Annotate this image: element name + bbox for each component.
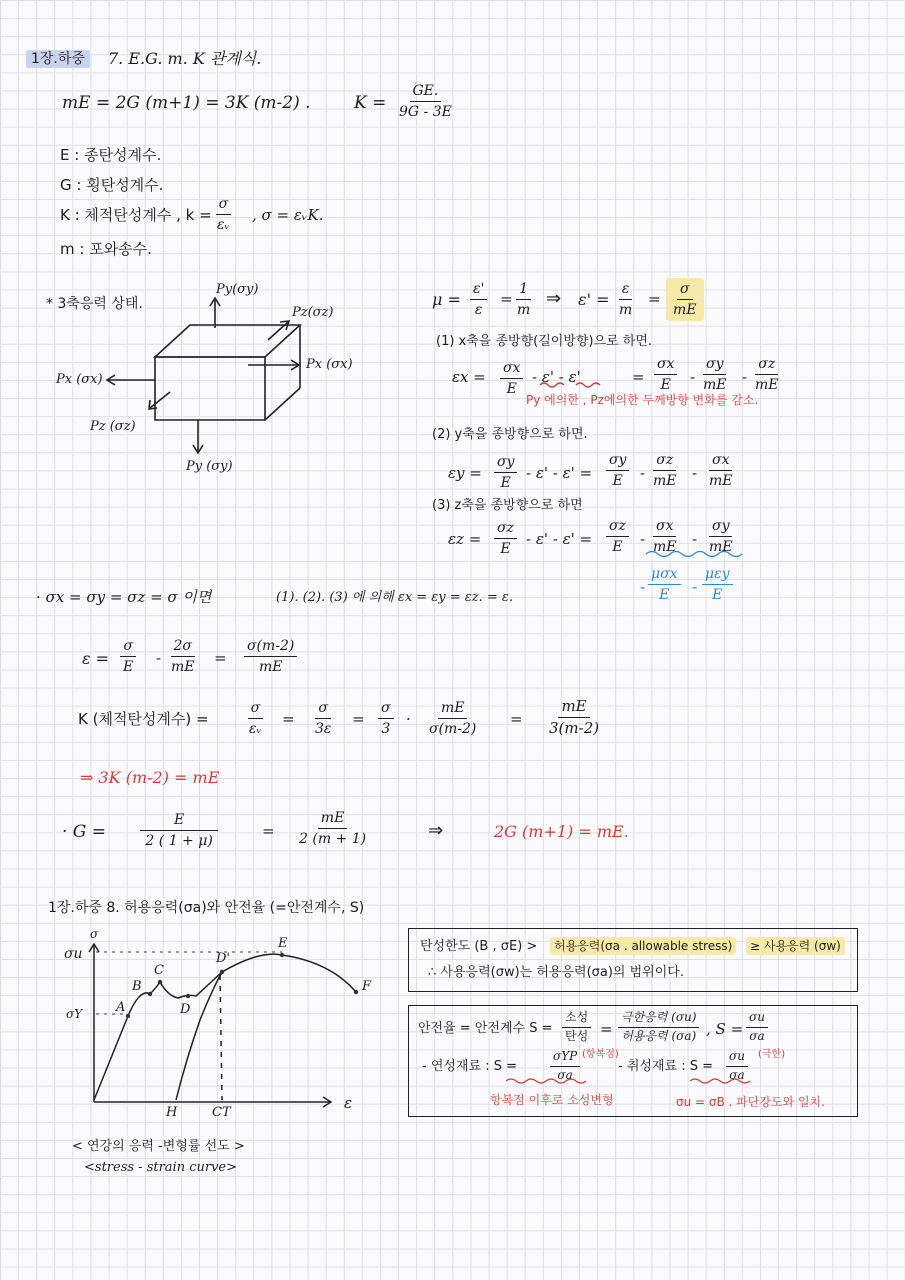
box2-f5: $\frac{\sigma u}{\sigma a}$ [726,1050,748,1083]
poisson-f3: $\frac{\varepsilon}{m}$ [619,281,633,319]
def-k-tail: , σ = εᵥK. [252,206,324,224]
def-e: E : 종탄성계수. [60,146,162,164]
step2-title: (2) y축을 종방향으로 하면. [432,427,588,442]
step2-a: $\frac{\sigma y}{E}$ [494,454,517,491]
step1-eq: = [632,368,645,386]
point-ct: CT [212,1105,231,1120]
px-left-label: Px (σx) [56,372,103,387]
k-fraction: $\frac{GE.}{9G - 3E}$ [399,83,452,121]
g-arrow: ⇒ [428,820,444,841]
box2-f1: 소성 탄성 [562,1011,591,1044]
eps-prime-lhs: ε' = [578,290,610,309]
py-bottom-label: Py (σy) [186,459,233,474]
step1-c: $\frac{\sigma y}{mE}$ [703,356,727,394]
condition-tail: (1). (2). (3) 에 의해 εx = εy = εz. = ε. [276,590,514,605]
step3-lhs: εz = [448,530,482,548]
g-lhs: · G = [62,822,107,842]
main-equation: mE = 2G (m+1) = 3K (m-2) . [62,93,311,113]
box2-f3: $\frac{\sigma u}{\sigma a}$ [746,1011,768,1044]
box1-elastic-limit: 탄성한도 (B , σE) > [420,939,538,954]
poisson-f1: $\frac{\varepsilon'}{\varepsilon}$ [470,281,487,318]
section8-title: 1장.하중 8. 허용응력(σa)와 안전율 (=안전계수, S) [48,900,365,916]
step2-c: $\frac{\sigma z}{mE}$ [653,452,677,490]
step3-b: $\frac{\sigma z}{E}$ [606,518,629,555]
blue-fraction-b: μεy E [702,566,733,603]
k-f4: $\frac{mE}{\sigma(m-2)}$ [429,700,477,738]
step1-lhs: εx = [452,368,486,386]
equals: = [500,290,513,308]
k-eq-lhs: K = [354,93,387,113]
step2-b: $\frac{\sigma y}{E}$ [606,452,629,489]
step1-b: $\frac{\sigma x}{E}$ [654,356,677,393]
px-right-label: Px (σx) [306,357,353,372]
point-b: B [132,979,142,994]
point-h: H [166,1105,178,1120]
def-k: K : 체적탄성계수 , k = [60,206,212,224]
def-k-fraction: $\frac{\sigma}{\text{εᵥ}}$ [217,196,230,234]
step1-note: Py 에의한 , Pz에의한 두께방향 변화를 감소. [526,393,759,407]
step1-title: (1) x축을 종방향(길이방향)으로 하면. [436,334,653,349]
sigma-y-label: σY [66,1007,83,1021]
section-title: 7. E.G. m. K 관계식. [108,49,262,68]
box1-conclusion: ∴ 사용응력(σw)는 허용응력(σa)의 범위이다. [428,965,684,980]
step3-c: $\frac{\sigma x}{mE}$ [653,518,677,556]
implies-arrow: ⇒ [546,288,562,309]
k-f3: $\frac{\sigma}{3}$ [378,700,394,737]
py-top-label: Py(σy) [216,282,259,297]
point-f: F [362,979,372,994]
k-f2: $\frac{\sigma}{3\varepsilon}$ [315,700,332,738]
k-f1: $\frac{\sigma}{\text{εᵥ}}$ [249,700,262,738]
step2-d: $\frac{\sigma x}{mE}$ [709,452,733,490]
eps-f2: $\frac{2\sigma}{mE}$ [171,638,195,676]
box2-s-lhs: , S = [706,1020,744,1038]
box2-f4: σYP σa [550,1050,580,1083]
box2-f2: 극한응력 (σu) 허용응력 (σa) [618,1011,699,1044]
k-f5: $\frac{mE}{3(m-2)}$ [549,697,600,738]
step3-a: $\frac{\sigma z}{E}$ [494,520,517,557]
poisson-f4-highlight: $\frac{\sigma}{mE}$ [666,278,704,321]
step3-d: $\frac{\sigma y}{mE}$ [709,518,733,556]
point-c: C [154,963,164,978]
chart-caption-ko: < 연강의 응력 -변형률 선도 > [72,1139,245,1154]
pz-top-label: Pz(σz) [292,305,334,320]
box2-f4-tag: (항복점) [582,1049,619,1060]
box2-safety-factor: 안전율 = 안전계수 S = [418,1021,553,1036]
step1-d: $\frac{\sigma z}{mE}$ [755,356,779,394]
pz-bottom-label: Pz (σz) [90,419,136,434]
box2-note-b: σu = σB . 파단강도와 일치. [676,1095,825,1109]
equals: = [648,290,661,308]
blue-fraction-a: μσx E [648,566,681,603]
point-d: D [180,1002,191,1017]
sigma-u-label: σu [64,946,83,962]
box1-working: ≥ 사용응력 (σw) [746,937,845,955]
step3-title: (3) z축을 종방향으로 하면 [432,498,583,513]
def-m: m : 포와송수. [60,240,152,258]
eps-axis-label: ε [344,1094,353,1112]
eps-lhs: ε = [82,649,110,668]
box2-brittle: - 취성재료 : S = [618,1059,713,1074]
point-e: E [278,936,288,951]
box2-note-a: 항복점 이후로 소성변형 [490,1093,614,1107]
mu-lhs: μ = [432,290,461,309]
result-k: ⇒ 3K (m-2) = mE [80,768,220,787]
step1-a: $\frac{\sigma x}{E}$ [500,360,523,397]
triaxial-heading: * 3축응력 상태. [46,296,143,312]
step1-mid: - ε' - ε' [532,368,581,386]
eps-f1: $\frac{\sigma}{E}$ [120,638,136,675]
chapter-tag: 1장.하중 [26,50,90,68]
box2-f5-tag: (극한) [758,1049,786,1060]
chart-caption-en: <stress - strain curve> [84,1160,238,1175]
box1-allowable: 허용응력(σa . allowable stress) [550,937,736,955]
point-a: A [116,1000,126,1015]
k-derivation-lhs: K (체적탄성계수) = [78,710,209,728]
def-g: G : 횡탄성계수. [60,176,164,194]
eps-f3: $\frac{\sigma(m-2)}{mE}$ [244,638,297,675]
point-d-prime: D' [216,951,230,966]
g-f2: $\frac{mE}{2 (m + 1)}$ [299,810,367,848]
poisson-f2: $\frac{1}{m}$ [517,281,531,319]
step2-mid: - ε' - ε' = [526,464,593,482]
result-g: 2G (m+1) = mE. [494,822,629,841]
step2-lhs: εy = [448,464,482,482]
box2-ductile: - 연성재료 : S = [422,1059,517,1074]
g-f1: $\frac{E}{2 ( 1 + \mu)}$ [140,812,218,849]
equal-stress-condition: · σx = σy = σz = σ 이면 [36,588,212,606]
step3-mid: - ε' - ε' = [526,530,593,548]
axis-sigma: σ [90,927,99,941]
